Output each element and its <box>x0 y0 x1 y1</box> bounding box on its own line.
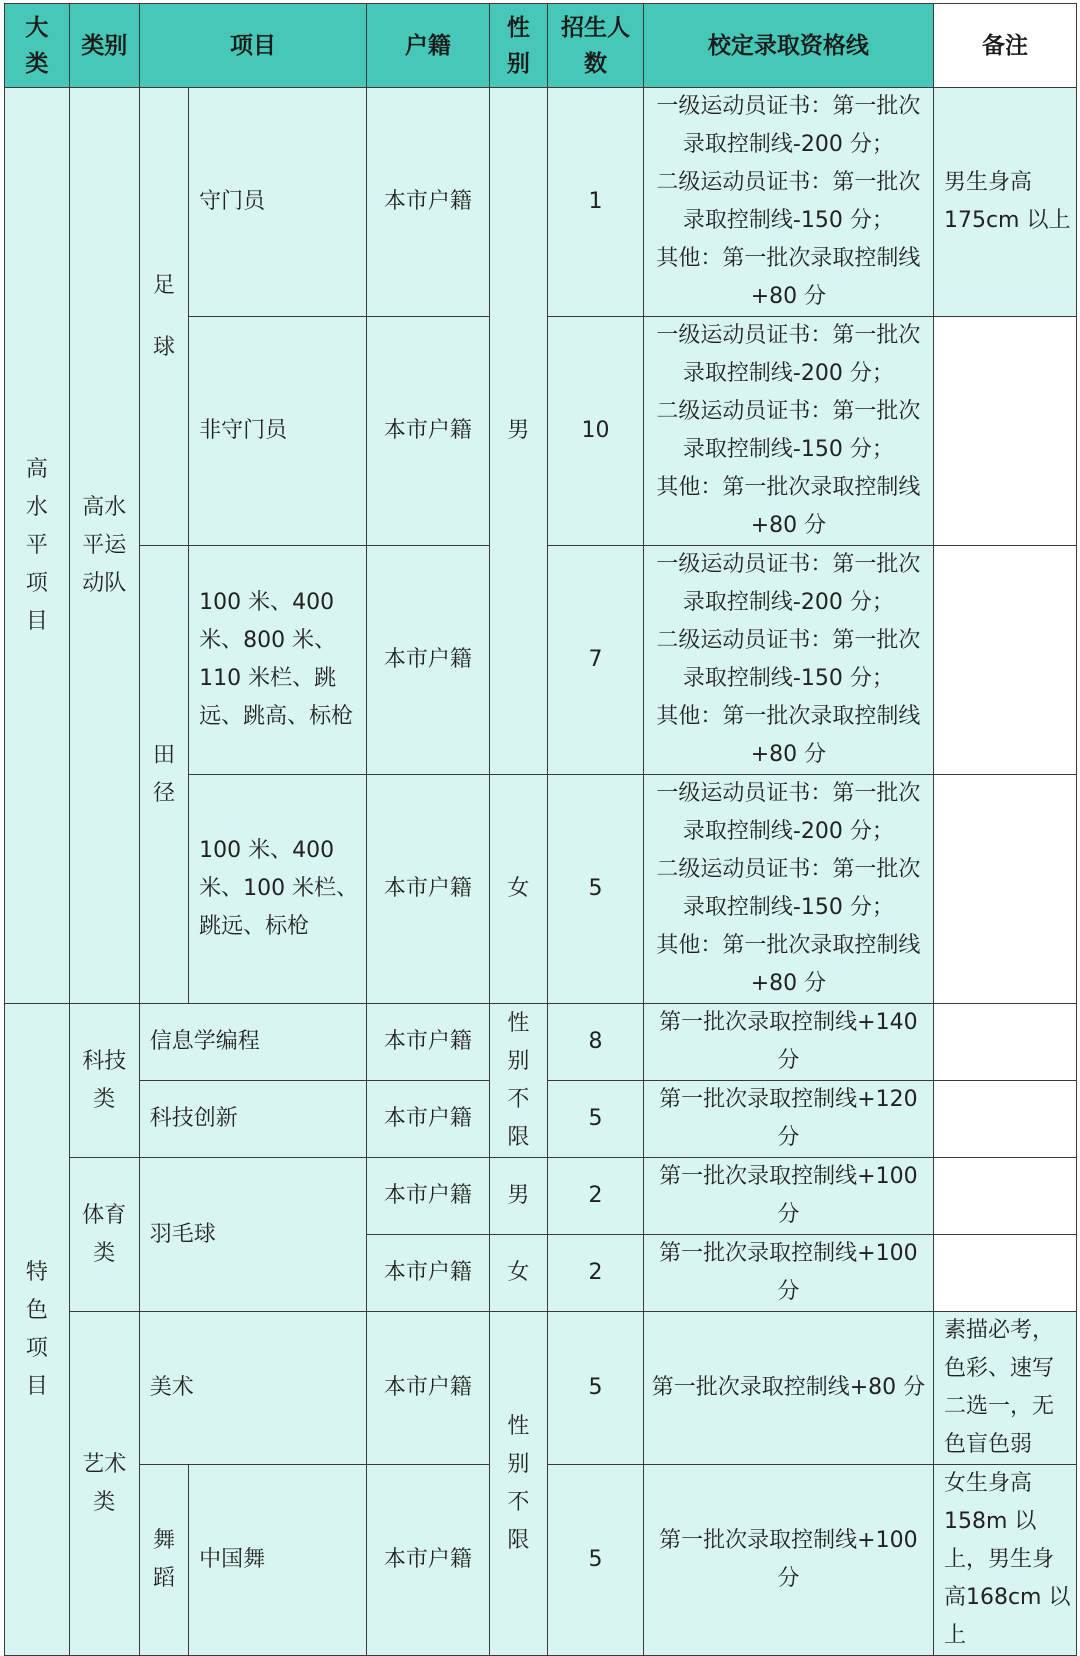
gender-3: 女 <box>489 775 548 1004</box>
cutoff-text: 第一批次录取控制线+100 分 <box>659 1164 918 1227</box>
quota-4: 8 <box>548 1004 644 1081</box>
hukou-8: 本市户籍 <box>367 1312 489 1465</box>
item-fine-art: 美术 <box>139 1312 366 1465</box>
cutoff-2 <box>643 546 933 775</box>
group-special-text: 特色项目 <box>25 1259 48 1399</box>
cutoff-line: 二级运动员证书：第一批次 <box>656 857 921 882</box>
quota-2: 7 <box>548 546 644 775</box>
quota-0: 1 <box>548 88 644 317</box>
remark-2 <box>933 546 1076 775</box>
category-art-text: 艺术类 <box>82 1451 127 1515</box>
cutoff-text: 第一批次录取控制线+100 分 <box>659 1241 918 1304</box>
hukou-3: 本市户籍 <box>367 775 489 1004</box>
cutoff-line: +80 分 <box>750 284 827 309</box>
remark-3 <box>933 775 1076 1004</box>
gender-unlimited-tech <box>489 1004 548 1158</box>
item-non-goalkeeper: 非守门员 <box>189 317 367 546</box>
sport-football-text: 足球 <box>152 272 175 360</box>
gender-6: 男 <box>489 1158 548 1235</box>
cutoff-0 <box>643 88 933 317</box>
category-team <box>69 88 139 1004</box>
gender-male-shared: 男 <box>489 88 548 775</box>
cutoff-line: 录取控制线-200 分； <box>682 132 894 157</box>
header-quota <box>548 4 644 88</box>
cutoff-text: 第一批次录取控制线+140 分 <box>659 1010 918 1073</box>
table-row <box>5 1004 1077 1081</box>
hukou-4: 本市户籍 <box>367 1004 489 1081</box>
admission-table <box>4 3 1077 1656</box>
item-goalkeeper: 守门员 <box>189 88 367 317</box>
hukou-7: 本市户籍 <box>367 1235 489 1312</box>
cutoff-line: 其他：第一批次录取控制线 <box>656 475 921 500</box>
cutoff-line: +80 分 <box>750 742 827 767</box>
category-sports <box>69 1158 139 1312</box>
cutoff-text: 第一批次录取控制线+120 分 <box>659 1087 918 1150</box>
cutoff-line: 二级运动员证书：第一批次 <box>656 399 921 424</box>
header-item: 项目 <box>139 4 366 88</box>
gender-unlimited-text: 性别不限 <box>507 1010 530 1150</box>
cutoff-line: 二级运动员证书：第一批次 <box>656 170 921 195</box>
header-category-group-text: 大类 <box>25 14 49 77</box>
header-gender-text: 性别 <box>506 14 530 77</box>
header-gender <box>489 4 548 88</box>
item-badminton: 羽毛球 <box>139 1158 366 1312</box>
quota-7: 2 <box>548 1235 644 1312</box>
cutoff-6 <box>643 1158 933 1235</box>
remark-1 <box>933 317 1076 546</box>
cutoff-line: 其他：第一批次录取控制线 <box>656 704 921 729</box>
item-tech-innovation: 科技创新 <box>139 1081 366 1158</box>
item-track-female: 100 米、400 米、100 米栏、跳远、标枪 <box>189 775 367 1004</box>
cutoff-1 <box>643 317 933 546</box>
quota-1: 10 <box>548 317 644 546</box>
hukou-9: 本市户籍 <box>367 1465 489 1656</box>
gender-unlimited-art <box>489 1312 548 1656</box>
category-tech <box>69 1004 139 1158</box>
sport-football <box>139 88 188 546</box>
cutoff-8: 第一批次录取控制线+80 分 <box>643 1312 933 1465</box>
remark-5 <box>933 1081 1076 1158</box>
sport-track <box>139 546 188 1004</box>
cutoff-4 <box>643 1004 933 1081</box>
hukou-6: 本市户籍 <box>367 1158 489 1235</box>
group-special <box>5 1004 70 1656</box>
header-category: 类别 <box>69 4 139 88</box>
remark-8: 素描必考，色彩、速写二选一，无色盲色弱 <box>933 1312 1076 1465</box>
cutoff-line: 二级运动员证书：第一批次 <box>656 628 921 653</box>
header-hukou: 户籍 <box>367 4 489 88</box>
cutoff-line: 一级运动员证书：第一批次 <box>656 94 921 119</box>
category-sports-text: 体育类 <box>82 1202 127 1266</box>
category-tech-text: 科技类 <box>82 1048 127 1112</box>
quota-5: 5 <box>548 1081 644 1158</box>
hukou-1: 本市户籍 <box>367 317 489 546</box>
item-informatics: 信息学编程 <box>139 1004 366 1081</box>
header-row <box>5 4 1077 88</box>
hukou-5: 本市户籍 <box>367 1081 489 1158</box>
cutoff-line: 录取控制线-150 分； <box>682 437 894 462</box>
cutoff-line: 录取控制线-150 分； <box>682 208 894 233</box>
remark-7 <box>933 1235 1076 1312</box>
cutoff-line: 一级运动员证书：第一批次 <box>656 323 921 348</box>
table-row <box>5 1312 1077 1465</box>
sport-dance <box>139 1465 188 1656</box>
quota-3: 5 <box>548 775 644 1004</box>
remark-9: 女生身高158m 以上，男生身高168cm 以上 <box>933 1465 1076 1656</box>
group-high-level-text: 高水平项目 <box>25 456 48 634</box>
cutoff-5 <box>643 1081 933 1158</box>
quota-9: 5 <box>548 1465 644 1656</box>
item-chinese-dance: 中国舞 <box>189 1465 367 1656</box>
sport-track-text: 田径 <box>152 742 175 806</box>
cutoff-7 <box>643 1235 933 1312</box>
remark-0: 男生身高175cm 以上 <box>933 88 1076 317</box>
hukou-0: 本市户籍 <box>367 88 489 317</box>
header-category-group <box>5 4 70 88</box>
category-team-text: 高水平运动队 <box>82 494 127 596</box>
table-row <box>5 1158 1077 1235</box>
cutoff-9 <box>643 1465 933 1656</box>
category-art <box>69 1312 139 1656</box>
cutoff-line: 一级运动员证书：第一批次 <box>656 781 921 806</box>
cutoff-line: 录取控制线-200 分； <box>682 361 894 386</box>
cutoff-text: 第一批次录取控制线+100 分 <box>659 1528 918 1591</box>
group-high-level <box>5 88 70 1004</box>
header-cutoff: 校定录取资格线 <box>643 4 933 88</box>
cutoff-line: 其他：第一批次录取控制线 <box>656 933 921 958</box>
gender-unlimited-text: 性别不限 <box>507 1413 530 1553</box>
header-remarks: 备注 <box>933 4 1076 88</box>
cutoff-line: 其他：第一批次录取控制线 <box>656 246 921 271</box>
cutoff-line: +80 分 <box>750 513 827 538</box>
quota-8: 5 <box>548 1312 644 1465</box>
sport-dance-text: 舞蹈 <box>152 1528 175 1591</box>
remark-6 <box>933 1158 1076 1235</box>
gender-7: 女 <box>489 1235 548 1312</box>
hukou-2: 本市户籍 <box>367 546 489 775</box>
cutoff-line: 录取控制线-200 分； <box>682 590 894 615</box>
remark-4 <box>933 1004 1076 1081</box>
cutoff-3 <box>643 775 933 1004</box>
cutoff-line: 录取控制线-200 分； <box>682 819 894 844</box>
quota-6: 2 <box>548 1158 644 1235</box>
header-quota-text: 招生人数 <box>561 14 630 77</box>
cutoff-line: 录取控制线-150 分； <box>682 895 894 920</box>
cutoff-line: 录取控制线-150 分； <box>682 666 894 691</box>
item-track-male: 100 米、400 米、800 米、110 米栏、跳远、跳高、标枪 <box>189 546 367 775</box>
cutoff-line: 一级运动员证书：第一批次 <box>656 552 921 577</box>
cutoff-line: +80 分 <box>750 971 827 996</box>
table-row <box>5 88 1077 317</box>
